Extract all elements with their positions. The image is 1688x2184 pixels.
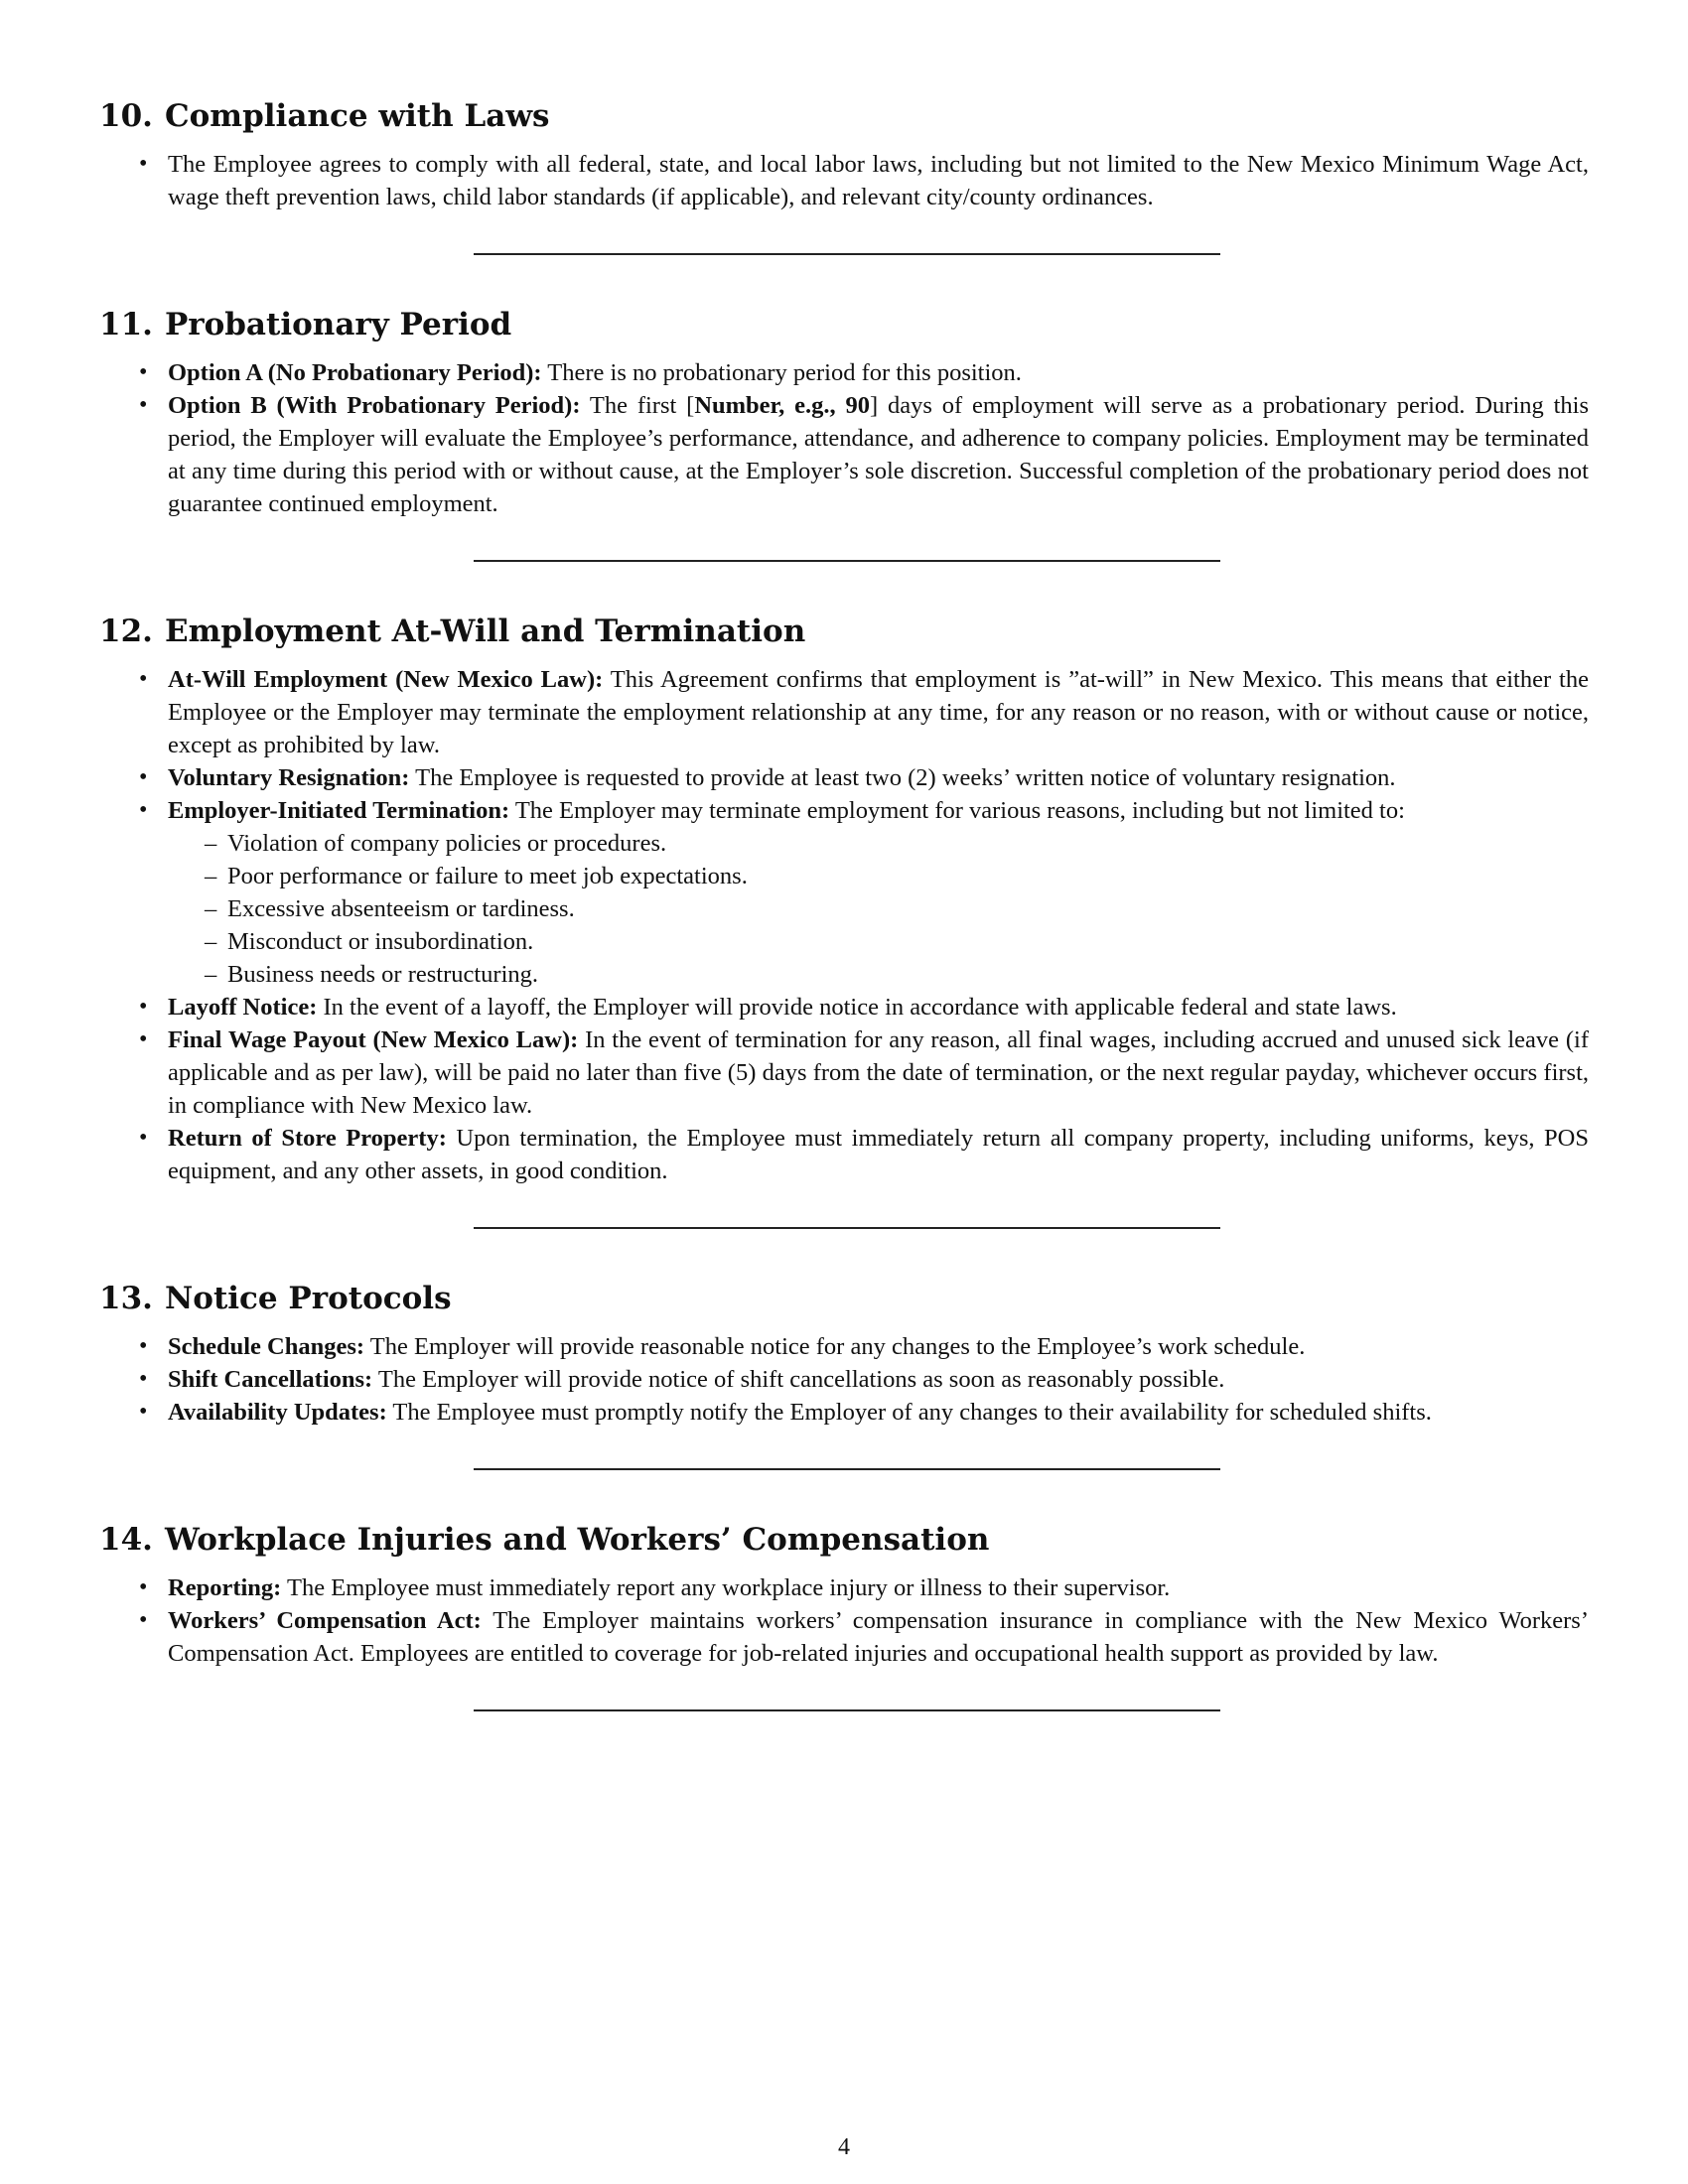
bullet-list [99, 1330, 1589, 1429]
item-text: The Employer will provide notice of shift cancellations as soon as reasonably possible. [372, 1366, 1225, 1393]
section-number: 12. [99, 614, 153, 649]
item-text: ] days of employment will serve as a probationary period. During this period, the Employer will evaluate the Employee’s performance, attendance, and adherence to company policies. Employment may be terminated at any time during this period with or without cause, at the Employer’s sole discretion. Successful completion of the probationary period does not guarantee continued employment. [168, 392, 1589, 517]
item-text: The Employee is requested to provide at least two (2) weeks’ written notice of voluntary resignation. [409, 764, 1396, 791]
horizontal-rule [474, 1709, 1220, 1711]
item-label: Schedule Changes: [168, 1333, 365, 1360]
section-number: 13. [99, 1281, 153, 1316]
bullet-list [99, 148, 1589, 213]
section-heading [99, 96, 1589, 136]
list-item [99, 663, 1589, 761]
item-text: This Agreement confirms that employment is ”at-will” in New Mexico. This means that either the Employee or the Employer may terminate the employment relationship at any time, for any reason or no reason, with or without cause or notice, except as prohibited by law. [168, 666, 1589, 758]
sub-list-item: – Misconduct or insubordination. [168, 925, 1589, 958]
list-item [99, 148, 1589, 213]
item-text: The Employee must promptly notify the Employer of any changes to their availability for scheduled shifts. [386, 1399, 1432, 1426]
horizontal-rule [474, 1468, 1220, 1470]
section-notice-protocols [99, 1279, 1589, 1470]
list-item [99, 1396, 1589, 1429]
list-item [99, 1604, 1589, 1670]
list-item [99, 794, 1589, 991]
sub-list-item: – Violation of company policies or procedures. [168, 827, 1589, 860]
section-heading [99, 305, 1589, 344]
list-item [99, 1571, 1589, 1604]
section-title: Notice Protocols [164, 1281, 452, 1316]
section-compliance-with-laws [99, 96, 1589, 255]
item-label: Employer-Initiated Termination: [168, 797, 510, 824]
item-label: Layoff Notice: [168, 994, 318, 1021]
list-item [99, 1122, 1589, 1187]
document-content [99, 96, 1589, 1761]
item-text: The Employer will provide reasonable notice for any changes to the Employee’s work schedule. [364, 1333, 1306, 1360]
list-item [99, 1330, 1589, 1363]
item-label: Return of Store Property: [168, 1125, 447, 1152]
item-label: Availability Updates: [168, 1399, 387, 1426]
section-title: Workplace Injuries and Workers’ Compensation [164, 1522, 990, 1558]
section-number: 14. [99, 1522, 153, 1558]
section-employment-at-will [99, 612, 1589, 1229]
section-heading [99, 1279, 1589, 1318]
horizontal-rule [474, 560, 1220, 562]
section-heading [99, 612, 1589, 651]
section-number: 10. [99, 98, 153, 134]
item-text: The Employer maintains workers’ compensation insurance in compliance with the New Mexico Workers’ Compensation Act. Employees are entitled to coverage for job-related injuries and occupational health support as provided by law. [168, 1607, 1589, 1667]
horizontal-rule [474, 1227, 1220, 1229]
list-item [99, 761, 1589, 794]
section-title: Probationary Period [164, 307, 512, 342]
list-item [99, 1024, 1589, 1122]
bullet-list [99, 663, 1589, 1187]
item-text: The Employer may terminate employment for various reasons, including but not limited to: [509, 797, 1405, 824]
list-item [99, 389, 1589, 520]
sub-list-item: – Excessive absenteeism or tardiness. [168, 892, 1589, 925]
section-probationary-period [99, 305, 1589, 562]
item-label: Option A (No Probationary Period): [168, 359, 542, 386]
bullet-list [99, 1571, 1589, 1670]
item-label: Voluntary Resignation: [168, 764, 410, 791]
item-text: The Employee agrees to comply with all federal, state, and local labor laws, including but not limited to the New Mexico Minimum Wage Act, wage theft prevention laws, child labor standards (if applicable), and relevant city/county ordinances. [168, 151, 1589, 210]
list-item [99, 1363, 1589, 1396]
section-title: Employment At-Will and Termination [164, 614, 806, 649]
item-text: The Employee must immediately report any workplace injury or illness to their supervisor. [281, 1574, 1171, 1601]
section-title: Compliance with Laws [164, 98, 550, 134]
item-label: Reporting: [168, 1574, 282, 1601]
item-label: Option B (With Probationary Period): [168, 392, 581, 419]
page-number: 4 [838, 2134, 850, 2160]
item-placeholder: Number, e.g., 90 [694, 392, 870, 419]
list-item [99, 356, 1589, 389]
sub-list [168, 827, 1589, 991]
item-text: In the event of termination for any reason, all final wages, including accrued and unused sick leave (if applicable and as per law), will be paid no later than five (5) days from the date of termination, or the next regular payday, whichever occurs first, in compliance with New Mexico law. [168, 1026, 1589, 1119]
section-heading [99, 1520, 1589, 1560]
item-text: In the event of a layoff, the Employer will provide notice in accordance with applicable federal and state laws. [317, 994, 1397, 1021]
item-label: At-Will Employment (New Mexico Law): [168, 666, 604, 693]
item-label: Workers’ Compensation Act: [168, 1607, 482, 1634]
sub-list-item: – Poor performance or failure to meet job expectations. [168, 860, 1589, 892]
section-workplace-injuries [99, 1520, 1589, 1711]
list-item [99, 991, 1589, 1024]
bullet-list [99, 356, 1589, 520]
item-label: Final Wage Payout (New Mexico Law): [168, 1026, 579, 1053]
section-number: 11. [99, 307, 153, 342]
sub-list-item: – Business needs or restructuring. [168, 958, 1589, 991]
horizontal-rule [474, 253, 1220, 255]
item-text: Upon termination, the Employee must immediately return all company property, including uniforms, keys, POS equipment, and any other assets, in good condition. [168, 1125, 1589, 1184]
item-text: There is no probationary period for this position. [541, 359, 1022, 386]
item-text-pre: The first [ [580, 392, 695, 419]
item-label: Shift Cancellations: [168, 1366, 373, 1393]
